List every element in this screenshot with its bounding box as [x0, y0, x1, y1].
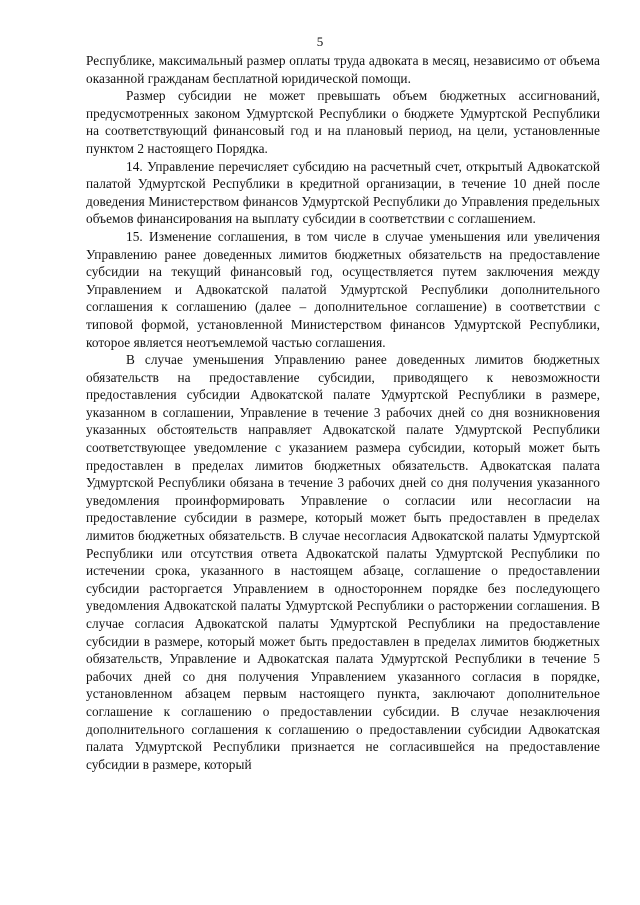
- paragraph-limits-reduction: В случае уменьшения Управлению ранее доведенных лимитов бюджетных обязательств на предоставление субсидии, приводящего к невозможности предоставления субсидии Адвокатской палате Удмуртской Республики в размере, указанном в соглашении, Управление в течение 3 рабочих дней со дня возникновения указанных обстоятельств направляет Адвокатской палате Удмуртской Республики соответствующее уведомление с указанием размера субсидии, который может быть предоставлен в пределах лимитов бюджетных обязательств. Адвокатская палата Удмуртской Республики обязана в течение 3 рабочих дней со дня получения указанного уведомления проинформировать Управление о согласии или несогласии на предоставление субсидии в размере, который может быть предоставлен в пределах лимитов бюджетных обязательств. В случае несогласия Адвокатской палаты Удмуртской Республики или отсутствия ответа Адвокатской палаты Удмуртской Республики по истечении срока, указанного в настоящем абзаце, соглашение о предоставлении субсидии расторгается Управлением в одностороннем порядке без последующего уведомления Адвокатской палаты Удмуртской Республики о расторжении соглашения. В случае согласия Адвокатской палаты Удмуртской Республики на предоставление субсидии в размере, который может быть предоставлен в пределах лимитов бюджетных обязательств, Управление и Адвокатская палата Удмуртской Республики в течение 5 рабочих дней со дня получения Управлением указанного согласия в порядке, установленном абзацем первым настоящего пункта, заключают дополнительное соглашение к соглашению о предоставлении субсидии. В случае незаключения дополнительного соглашения к соглашению о предоставлении субсидии Адвокатская палата Удмуртской Республики признается не согласившейся на предоставление субсидии в размере, который: [86, 352, 600, 772]
- document-body: [86, 52, 600, 773]
- paragraph-continuation: Республике, максимальный размер оплаты труда адвоката в месяц, независимо от объема оказанной гражданам бесплатной юридической помощи.: [86, 53, 600, 86]
- paragraph-subsidy-limit: Размер субсидии не может превышать объем бюджетных ассигнований, предусмотренных законом Удмуртской Республики о бюджете Удмуртской Республики на соответствующий финансовый год и на плановый период, на цели, установленные пунктом 2 настоящего Порядка.: [86, 88, 600, 156]
- paragraph-item-15: 15. Изменение соглашения, в том числе в случае уменьшения или увеличения Управлению ранее доведенных лимитов бюджетных обязательств на предоставление субсидии на текущий финансовый год, осуществляется путем заключения между Управлением и Адвокатской палатой Удмуртской Республики дополнительного соглашения к соглашению (далее – дополнительное соглашение) в соответствии с типовой формой, установленной Министерством финансов Удмуртской Республики, которое является неотъемлемой частью соглашения.: [86, 228, 600, 350]
- page-number: 5: [316, 34, 324, 49]
- paragraph-item-14: 14. Управление перечисляет субсидию на расчетный счет, открытый Адвокатской палатой Удмуртской Республики в кредитной организации, в течение 10 дней после доведения Министерством финансов Удмуртской Республики до Управления предельных объемов финансирования на выплату субсидии в соответствии с соглашением.: [86, 158, 600, 227]
